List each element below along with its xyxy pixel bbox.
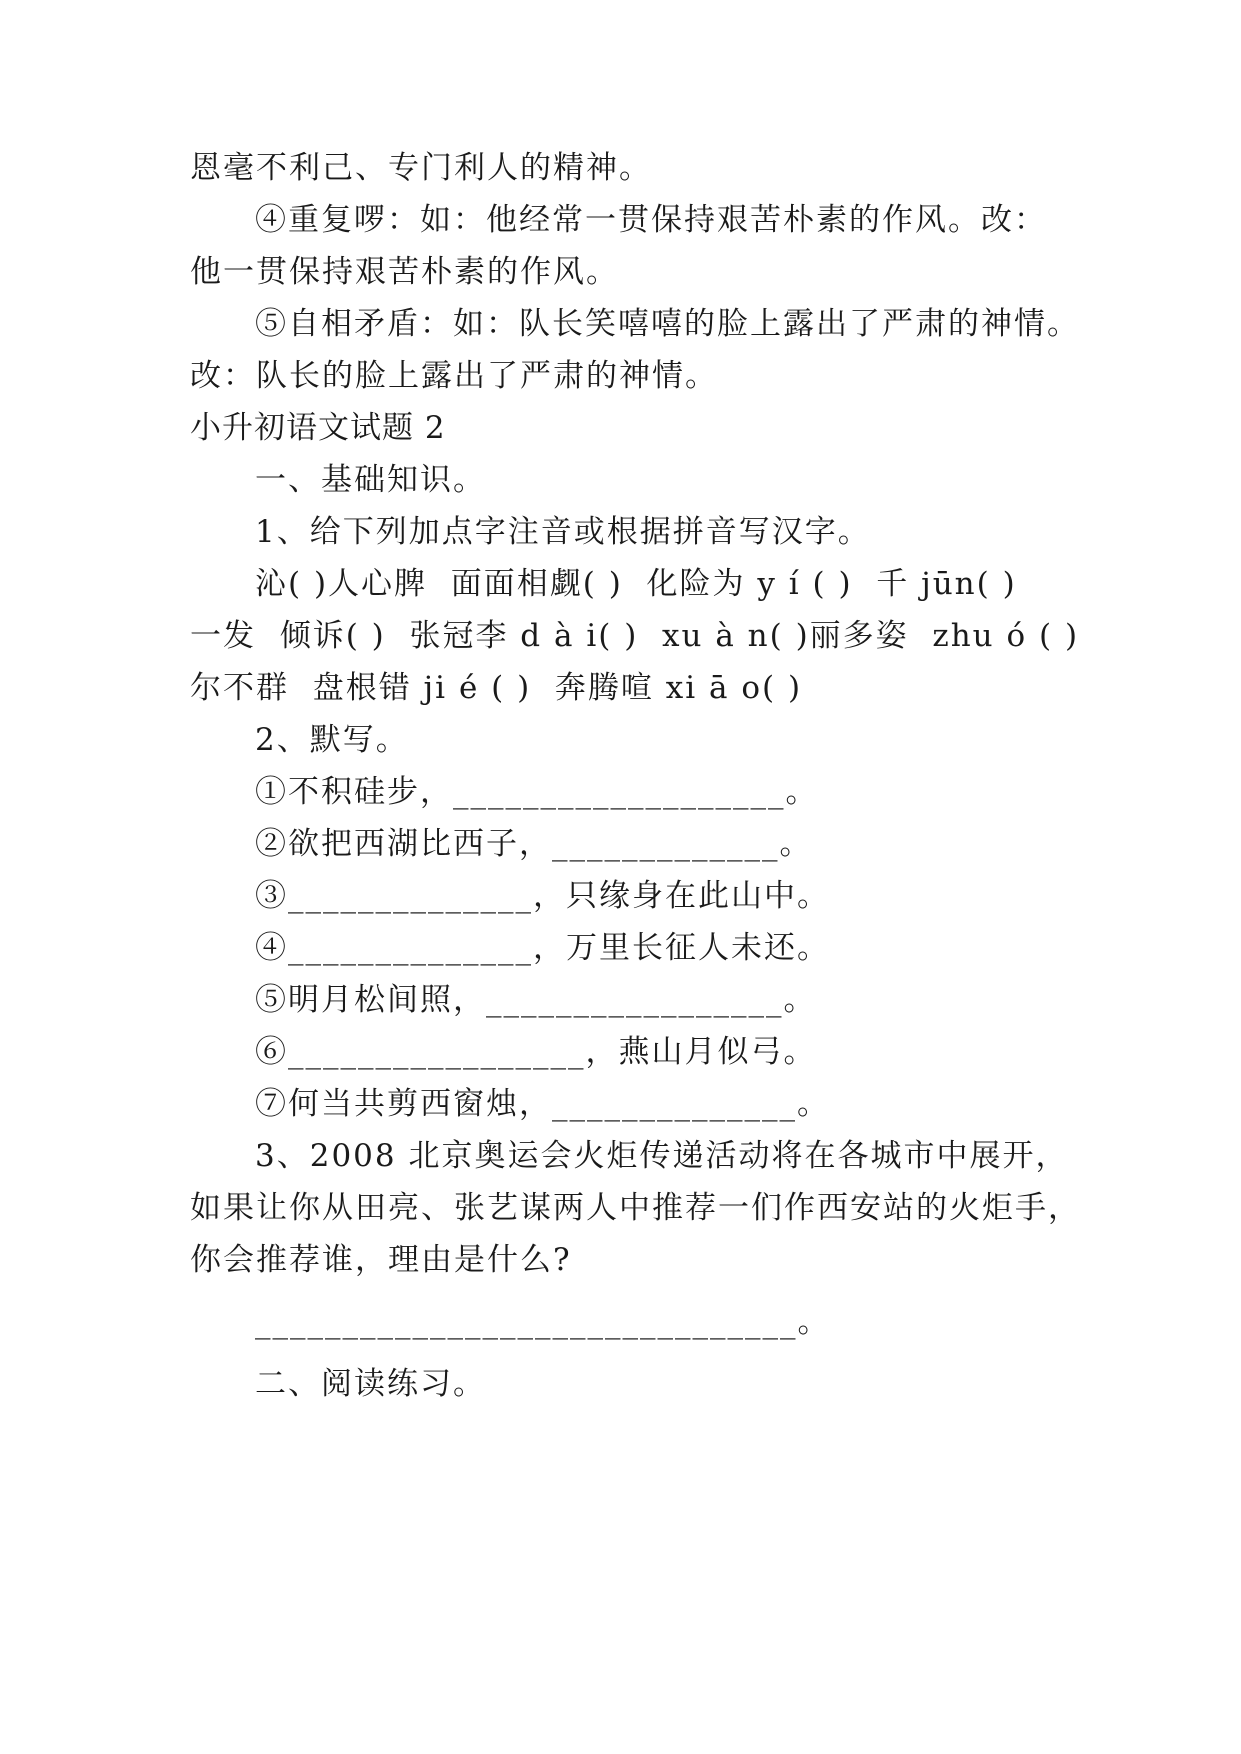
dictation-item-7: ⑦何当共剪西窗烛，______________。 <box>255 1086 830 1122</box>
dictation-item-2: ②欲把西湖比西子，_____________。 <box>255 826 813 862</box>
dictation-item-1: ①不积硅步，___________________。 <box>255 774 819 810</box>
section-title: 小升初语文试题 2 <box>190 410 446 446</box>
question-3-line-2: 如果让你从田亮、张艺谋两人中推荐一们作西安站的火炬手， <box>190 1190 1081 1226</box>
dictation-item-4: ④______________，万里长征人未还。 <box>255 930 830 966</box>
pinyin-line-3: 尔不群 盘根错 ji é ( ) 奔腾喧 xi ā o( ) <box>190 670 803 706</box>
text-line-5: 改：队长的脸上露出了严肃的神情。 <box>190 358 718 394</box>
dictation-item-5: ⑤明月松间照，_________________。 <box>255 982 817 1018</box>
text-line-2: ④重复啰：如：他经常一贯保持艰苦朴素的作风。改： <box>255 202 1047 238</box>
text-line-1: 恩毫不利己、专门利人的精神。 <box>190 150 652 186</box>
text-line-3: 他一贯保持艰苦朴素的作风。 <box>190 254 619 290</box>
heading-basic-knowledge: 一、基础知识。 <box>255 462 486 498</box>
question-3-line-1: 3、2008 北京奥运会火炬传递活动将在各城市中展开， <box>255 1138 1069 1174</box>
text-line-4: ⑤自相矛盾：如：队长笑嘻嘻的脸上露出了严肃的神情。 <box>255 306 1080 342</box>
question-3-line-3: 你会推荐谁，理由是什么? <box>190 1242 572 1278</box>
heading-reading-practice: 二、阅读练习。 <box>255 1366 486 1402</box>
question-1: 1、给下列加点字注音或根据拼音写汉字。 <box>255 514 871 550</box>
dictation-item-6: ⑥_________________，燕山月似弓。 <box>255 1034 817 1070</box>
answer-blank-line: _______________________________。 <box>255 1304 831 1340</box>
dictation-item-3: ③______________，只缘身在此山中。 <box>255 878 830 914</box>
pinyin-line-2: 一发 倾诉( ) 张冠李 d à i( ) xu à n( )丽多姿 zhu ó ( ) <box>190 618 1080 654</box>
question-2: 2、默写。 <box>255 722 409 758</box>
pinyin-line-1: 沁( )人心脾 面面相觑( ) 化险为 y í ( ) 千 jūn( ) <box>255 566 1017 602</box>
